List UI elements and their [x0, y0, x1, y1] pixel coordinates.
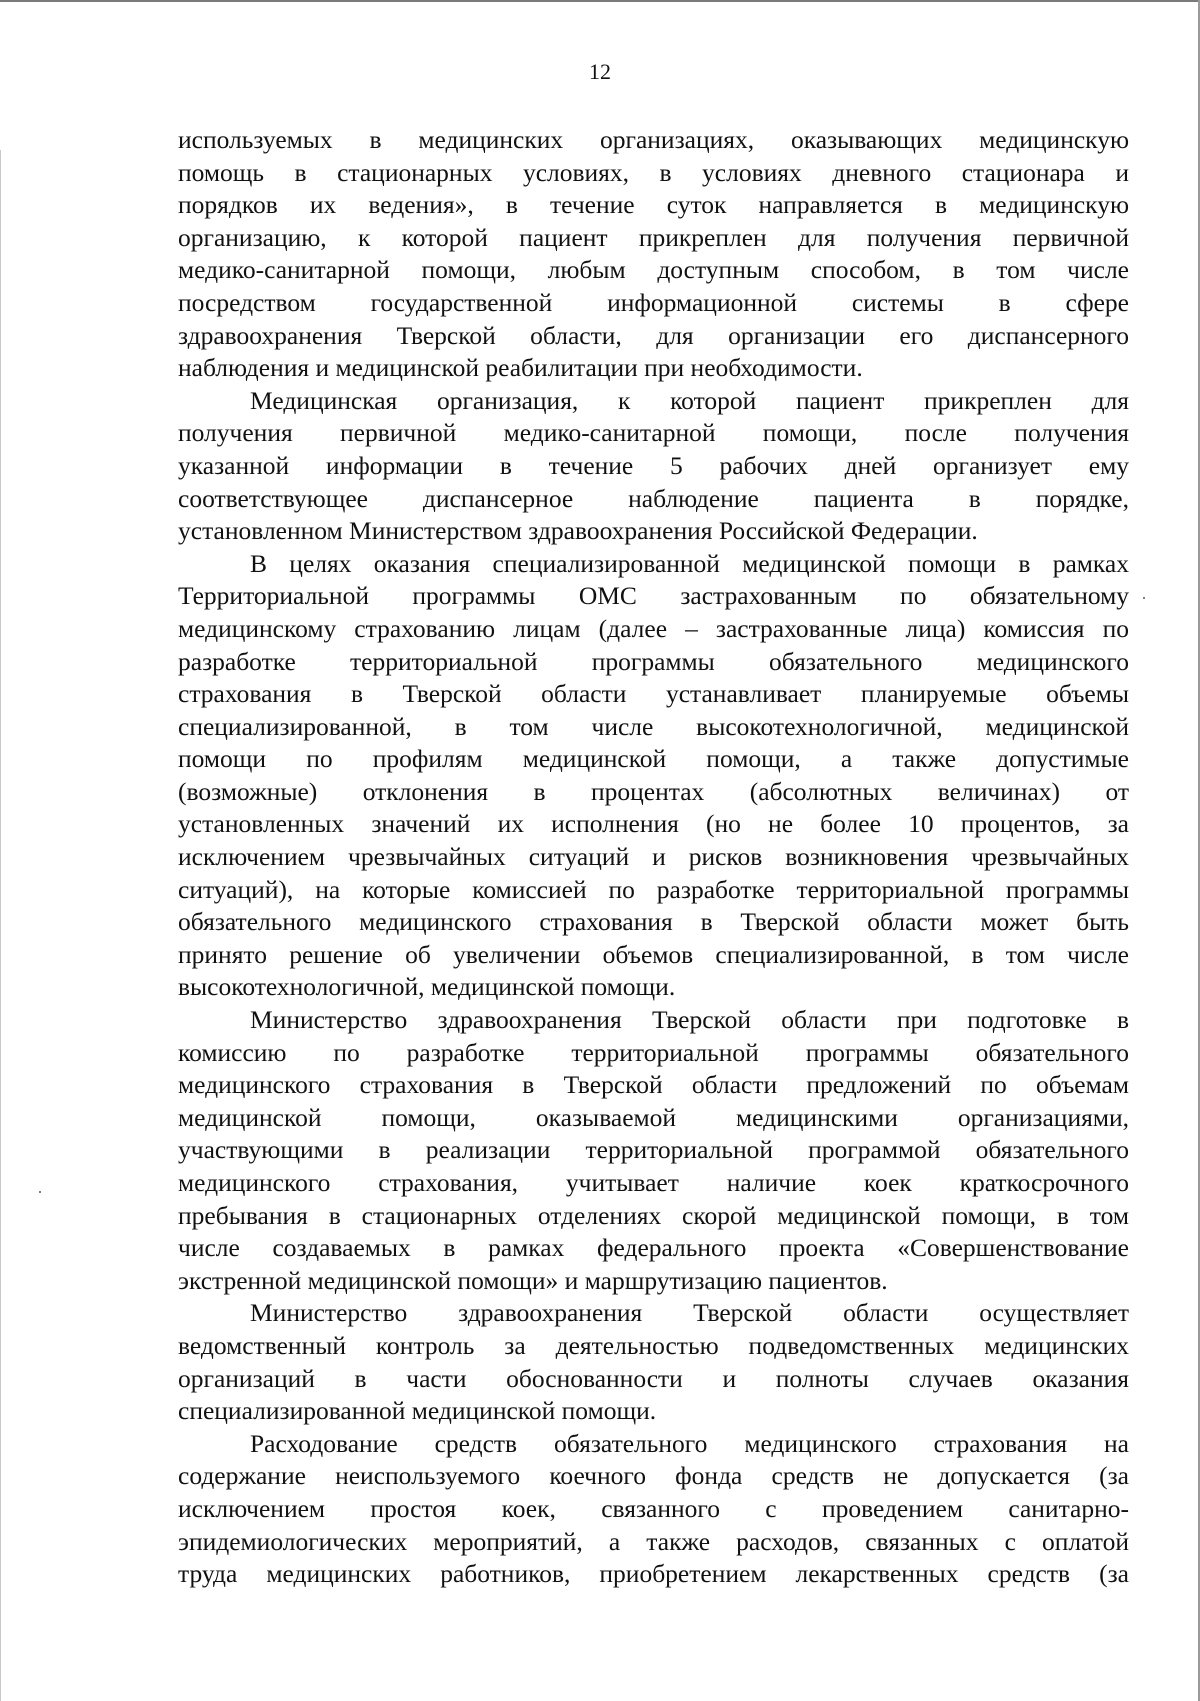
text-line: установленных значений их исполнения (но не более 10 процентов, за	[178, 809, 1129, 839]
text-line: указанной информации в течение 5 рабочих дней организует ему	[178, 450, 1129, 480]
text-line: ситуаций), на которые комиссией по разработке территориальной программы	[178, 874, 1129, 904]
text-line: посредством государственной информационной системы в сфере	[178, 287, 1129, 317]
page-number: 12	[589, 59, 611, 84]
paragraph	[178, 385, 1129, 548]
text-line: помощи по профилям медицинской помощи, а также допустимые	[178, 744, 1129, 774]
scan-speck	[1143, 597, 1145, 599]
text-line: комиссию по разработке территориальной программы обязательного	[178, 1037, 1129, 1067]
text-line: наблюдения и медицинской реабилитации при необходимости.	[178, 353, 863, 383]
text-line: Территориальной программы ОМС застрахованным по обязательному	[178, 581, 1129, 611]
text-line: медицинского страхования в Тверской области предложений по объемам	[178, 1070, 1129, 1100]
text-line: разработке территориальной программы обязательного медицинского	[178, 646, 1129, 676]
text-line: специализированной, в том числе высокотехнологичной, медицинской	[178, 711, 1129, 741]
text-line: пребывания в стационарных отделениях скорой медицинской помощи, в том	[178, 1200, 1129, 1230]
text-line: организаций в части обоснованности и полноты случаев оказания	[178, 1363, 1129, 1393]
text-line: установленном Министерством здравоохранения Российской Федерации.	[178, 516, 978, 546]
scan-speck	[39, 1191, 41, 1193]
text-line: специализированной медицинской помощи.	[178, 1396, 657, 1426]
text-line: исключением простоя коек, связанного с проведением санитарно-	[178, 1493, 1129, 1523]
text-line: экстренной медицинской помощи» и маршрутизацию пациентов.	[178, 1265, 888, 1295]
text-line: участвующими в реализации территориальной программой обязательного	[178, 1135, 1129, 1165]
text-line: организацию, к которой пациент прикреплен для получения первичной	[178, 222, 1129, 252]
text-line: получения первичной медико-санитарной помощи, после получения	[178, 418, 1129, 448]
text-line: соответствующее диспансерное наблюдение пациента в порядке,	[178, 483, 1129, 513]
paragraph	[178, 1297, 1129, 1427]
text-line: Министерство здравоохранения Тверской области осуществляет	[250, 1298, 1129, 1328]
text-line: исключением чрезвычайных ситуаций и рисков возникновения чрезвычайных	[178, 842, 1129, 872]
paragraph	[178, 124, 1129, 385]
text-line: содержание неиспользуемого коечного фонда средств не допускается (за	[178, 1461, 1129, 1491]
text-line: медико-санитарной помощи, любым доступным способом, в том числе	[178, 255, 1129, 285]
text-line: помощь в стационарных условиях, в условиях дневного стационара и	[178, 157, 1129, 187]
text-line: Расходование средств обязательного медицинского страхования на	[250, 1428, 1129, 1458]
text-line: медицинского страхования, учитывает наличие коек краткосрочного	[178, 1168, 1129, 1197]
text-line: Министерство здравоохранения Тверской области при подготовке в	[250, 1005, 1129, 1035]
text-line: В целях оказания специализированной медицинской помощи в рамках	[250, 548, 1129, 578]
text-line: высокотехнологичной, медицинской помощи.	[178, 972, 676, 1002]
text-line: числе создаваемых в рамках федерального проекта «Совершенствование	[178, 1233, 1129, 1263]
text-line: принято решение об увеличении объемов специализированной, в том числе	[178, 939, 1129, 969]
text-line: порядков их ведения», в течение суток направляется в медицинскую	[178, 190, 1129, 220]
text-line: (возможные) отклонения в процентах (абсолютных величинах) от	[178, 776, 1129, 806]
text-line: обязательного медицинского страхования в Тверской области может быть	[178, 907, 1129, 937]
text-line: ведомственный контроль за деятельностью подведомственных медицинских	[178, 1330, 1129, 1360]
text-line: здравоохранения Тверской области, для организации его диспансерного	[178, 320, 1129, 350]
body-text	[178, 124, 1129, 1591]
text-line: страхования в Тверской области устанавливает планируемые объемы	[178, 679, 1129, 709]
text-line: медицинской помощи, оказываемой медицинскими организациями,	[178, 1102, 1129, 1132]
text-line: используемых в медицинских организациях, оказывающих медицинскую	[178, 125, 1129, 154]
text-line: Медицинская организация, к которой пациент прикреплен для	[250, 385, 1129, 415]
scan-edge-left	[0, 150, 1, 1701]
paragraph	[178, 548, 1129, 1004]
text-line: эпидемиологических мероприятий, а также расходов, связанных с оплатой	[178, 1526, 1129, 1556]
text-line: труда медицинских работников, приобретением лекарственных средств (за	[178, 1559, 1129, 1589]
paragraph	[178, 1004, 1129, 1297]
paragraph	[178, 1428, 1129, 1591]
scan-edge-top	[0, 0, 1200, 2]
text-line: медицинскому страхованию лицам (далее – застрахованные лица) комиссия по	[178, 613, 1129, 643]
